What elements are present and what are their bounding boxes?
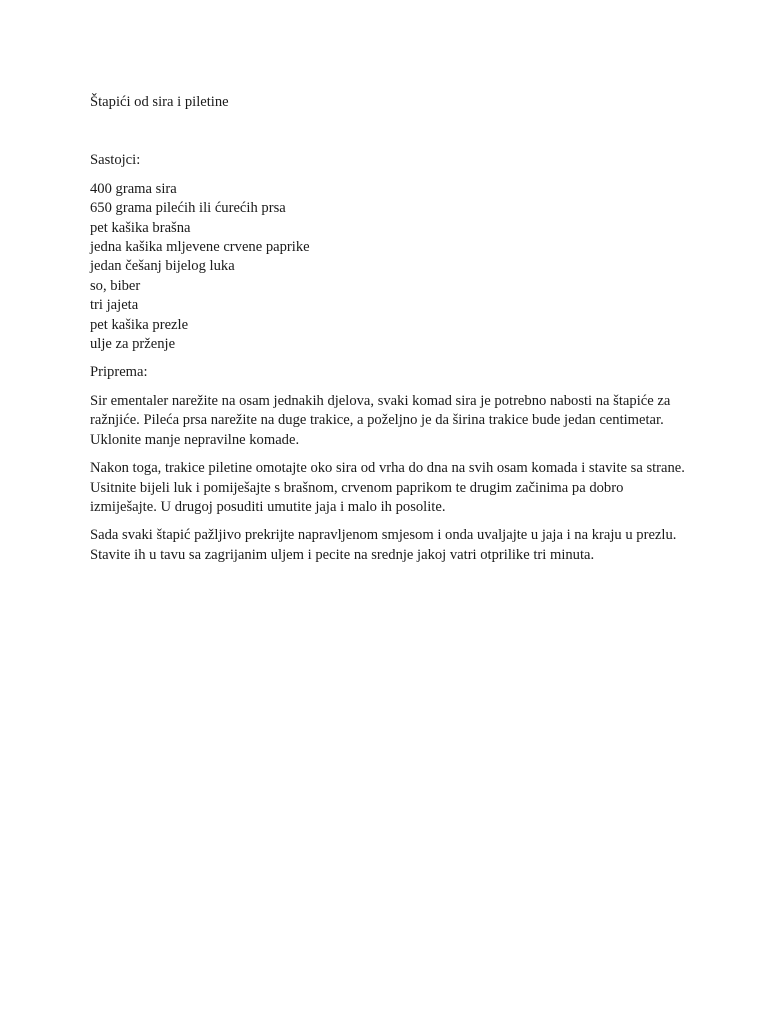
- ingredient-item: pet kašika brašna: [90, 219, 191, 236]
- ingredient-item: 650 grama pilećih ili ćurećih prsa: [90, 200, 286, 217]
- recipe-title: Štapići od sira i piletine: [90, 94, 229, 110]
- ingredient-item: so, biber: [90, 277, 141, 294]
- ingredient-item: jedna kašika mljevene crvene paprike: [90, 239, 310, 256]
- preparation-paragraph: Sir ementaler narežite na osam jednakih djelova, svaki komad sira je potrebno nabosti na štapiće za ražnjiće. Pileća prsa narežite na duge trakice, a poželjno je da širina trakice bude jedan centimetar. Uklonite manje nepravilne komade.: [90, 392, 671, 448]
- ingredient-item: ulje za prženje: [90, 336, 176, 353]
- ingredient-item: pet kašika prezle: [90, 316, 189, 333]
- ingredient-item: 400 grama sira: [90, 180, 177, 197]
- document-page: [90, 93, 690, 565]
- preparation-heading: Priprema:: [90, 364, 148, 381]
- ingredients-list: [90, 180, 690, 355]
- preparation-paragraph: Sada svaki štapić pažljivo prekrijte napravljenom smjesom i onda uvaljajte u jaja i na kraju u prezlu. Stavite ih u tavu sa zagrijanim uljem i pecite na srednje jakoj vatri otprilike tri minuta.: [90, 527, 677, 563]
- ingredient-item: jedan češanj bijelog luka: [90, 258, 235, 275]
- ingredients-heading: Sastojci:: [90, 152, 141, 169]
- preparation-paragraph: Nakon toga, trakice piletine omotajte oko sira od vrha do dna na svih osam komada i stavite sa strane. Usitnite bijeli luk i pomiješajte s brašnom, crvenom paprikom te drugim začinima pa dobro izmiješajte. U drugoj posuditi umutite jaja i malo ih posolite.: [90, 460, 685, 515]
- ingredient-item: tri jajeta: [90, 297, 139, 314]
